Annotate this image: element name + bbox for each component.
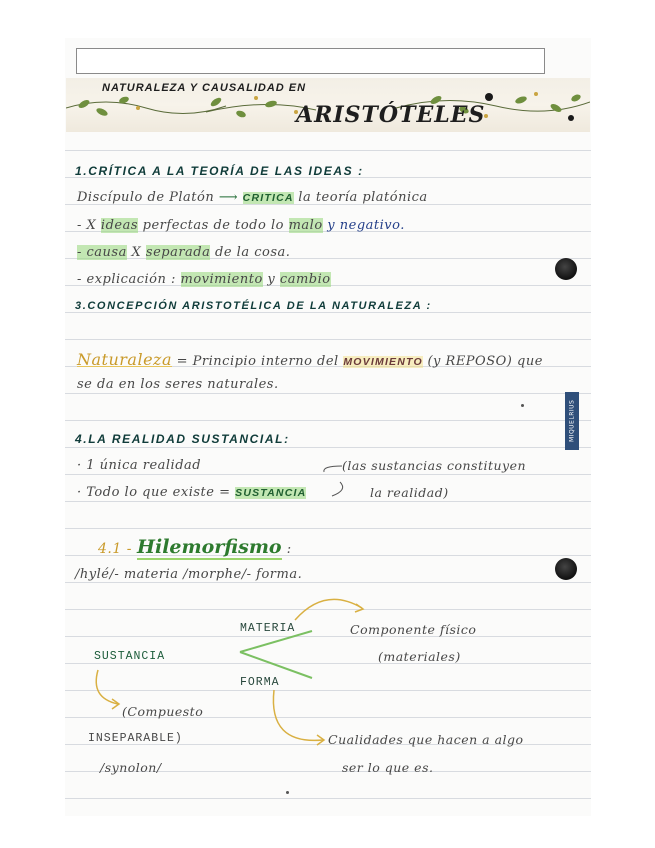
brand-tab: MIQUELRIUS bbox=[565, 392, 579, 450]
stray-dot bbox=[286, 791, 289, 794]
section4-line2: · Todo lo que existe = SUSTANCIA bbox=[77, 485, 307, 500]
arrow-forma bbox=[273, 690, 323, 740]
diagram-compuesto: (Compuesto bbox=[122, 704, 204, 719]
ruled-line bbox=[65, 501, 591, 502]
binder-hole-bottom bbox=[555, 558, 577, 580]
section41-etymology: /hylé/- materia /morphe/- forma. bbox=[75, 567, 303, 582]
diagram-forma-desc-line1: Cualidades que hacen a algo bbox=[328, 732, 524, 747]
arrow-compuesto bbox=[96, 670, 118, 704]
ruled-line bbox=[65, 312, 591, 313]
branch-forma bbox=[240, 652, 312, 678]
ruled-line bbox=[65, 339, 591, 340]
diagram-sustancia: SUSTANCIA bbox=[94, 650, 166, 663]
section4-line1: · 1 única realidad bbox=[77, 458, 202, 473]
title-box bbox=[76, 48, 545, 74]
section3-definition-line2: se da en los seres naturales. bbox=[77, 377, 279, 392]
diagram-forma-desc-line2: ser lo que es. bbox=[342, 760, 434, 775]
section4-note-line1: (las sustancias constituyen bbox=[342, 458, 527, 473]
diagram-synolon: /synolon/ bbox=[100, 760, 162, 775]
ruled-line bbox=[65, 420, 591, 421]
arrow-materia bbox=[295, 599, 362, 620]
diagram-materia-desc-line2: (materiales) bbox=[378, 649, 461, 664]
section1-line2: - X ideas perfectas de todo lo malo y negativo. bbox=[77, 218, 405, 233]
stray-dot bbox=[521, 404, 524, 407]
ruled-line bbox=[65, 582, 591, 583]
section3-heading: 3.CONCEPCIÓN ARISTOTÉLICA DE LA NATURALEZA : bbox=[75, 300, 432, 312]
section4-note-line2: la realidad) bbox=[370, 485, 449, 500]
section1-line1: Discípulo de Platón ⟶ CRITICA la teoría platónica bbox=[77, 190, 428, 205]
section3-definition: Naturaleza = Principio interno del MOVIMIENTO (y REPOSO) que bbox=[77, 350, 543, 369]
ruled-line bbox=[65, 447, 591, 448]
banner-title-line1: NATURALEZA Y CAUSALIDAD EN bbox=[102, 82, 307, 94]
section41-title: 4.1 - Hilemorfismo : bbox=[98, 536, 292, 558]
binder-hole-top bbox=[555, 258, 577, 280]
section1-line4: - explicación : movimiento y cambio bbox=[77, 272, 331, 287]
ruled-line bbox=[65, 393, 591, 394]
bracket-arrow bbox=[312, 460, 352, 500]
ruled-line bbox=[65, 528, 591, 529]
section4-heading: 4.LA REALIDAD SUSTANCIAL: bbox=[75, 432, 290, 446]
diagram-inseparable: INSEPARABLE) bbox=[88, 732, 183, 745]
banner-title-line2: ARISTÓTELES bbox=[296, 102, 486, 128]
ruled-line bbox=[65, 798, 591, 799]
ruled-line bbox=[65, 150, 591, 151]
washi-tape-banner bbox=[66, 78, 590, 132]
diagram-materia: MATERIA bbox=[240, 622, 296, 635]
section1-line3: - causa X separada de la cosa. bbox=[77, 245, 291, 260]
section1-heading: 1.CRÍTICA A LA TEORÍA DE LAS IDEAS : bbox=[75, 164, 364, 178]
diagram-forma: FORMA bbox=[240, 676, 280, 689]
diagram-materia-desc-line1: Componente físico bbox=[350, 622, 477, 637]
